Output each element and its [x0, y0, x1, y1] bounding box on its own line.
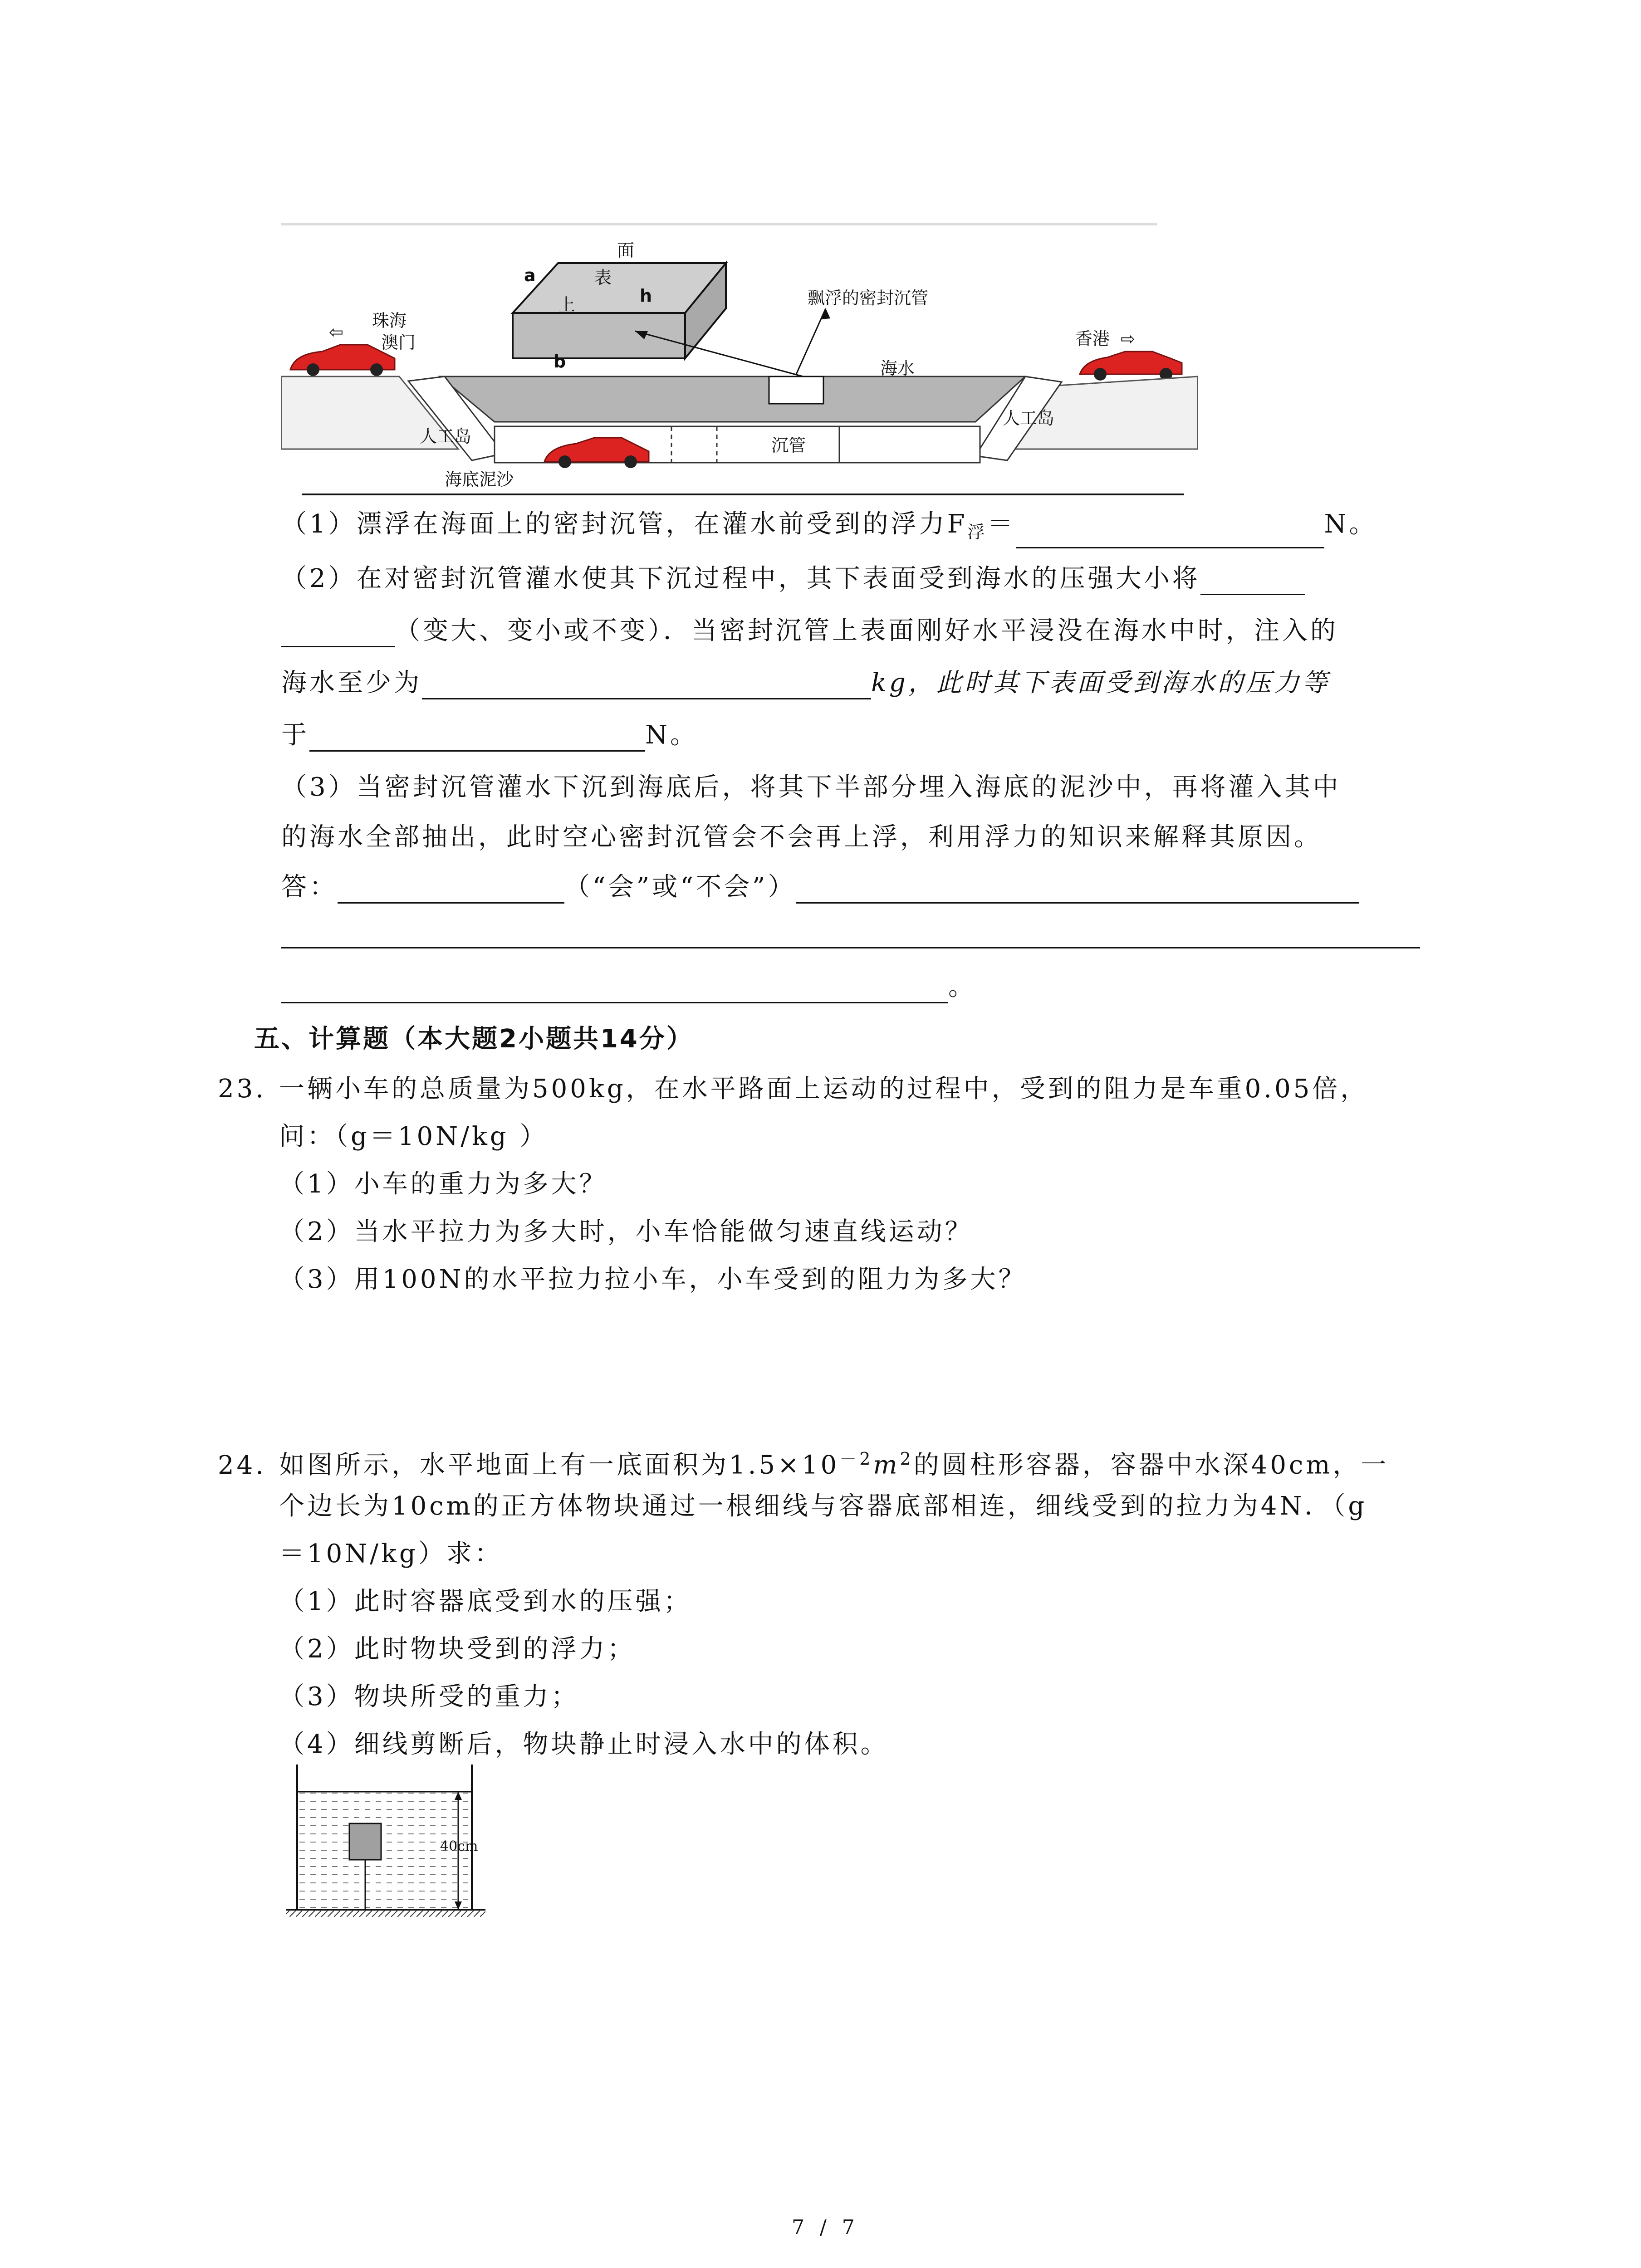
- answer-line[interactable]: [281, 947, 1420, 948]
- left-arrow-icon: ⇦: [329, 322, 343, 342]
- q22-part3-last: 。: [281, 971, 976, 1003]
- label-island-left: 人工岛: [420, 426, 472, 446]
- q24-line3: ＝10N/kg）求：: [279, 1539, 503, 1569]
- label-hongkong: 香港: [1075, 329, 1110, 349]
- q22-part2-line2: （变大、变小或不变）．当密封沉管上表面刚好水平浸没在海水中时，注入的: [281, 615, 1338, 647]
- label-tube: 沉管: [771, 435, 806, 455]
- label-a: a: [524, 265, 536, 285]
- label-island-right: 人工岛: [1003, 408, 1055, 428]
- floating-tube-rect: [769, 376, 823, 404]
- q22-part1: （1）漂浮在海面上的密封沉管，在灌水前受到的浮力$F_浮= N$。: [281, 508, 1377, 548]
- answer-blank[interactable]: [1016, 521, 1324, 548]
- label-seawater: 海水: [880, 358, 915, 378]
- q24-number: 24.: [218, 1450, 267, 1480]
- q22-part2-line4: 于 N。: [281, 719, 698, 752]
- q22-part2-line1: （2）在对密封沉管灌水使其下沉过程中，其下表面受到海水的压强大小将: [281, 562, 1305, 595]
- q24-sub4: （4）细线剪断后，物块静止时浸入水中的体积。: [279, 1730, 889, 1759]
- label-shang: 上: [558, 295, 576, 315]
- q23-number: 23.: [218, 1074, 267, 1104]
- q23-sub3: （3）用100N的水平拉力拉小车，小车受到的阻力为多大？: [279, 1265, 1027, 1294]
- q24-line1: 24. 如图所示，水平地面上有一底面积为$1.5\times 10^{-2}m^2$的圆柱形容器，容器中水深40cm，一: [218, 1442, 1389, 1482]
- label-biao: 表: [594, 268, 612, 288]
- label-aomen: 澳门: [381, 332, 416, 352]
- tunnel-figure: [281, 213, 1198, 503]
- q23-line2: 问：（g＝10N/kg ）: [279, 1122, 548, 1151]
- label-seabed: 海底泥沙: [445, 469, 514, 489]
- answer-blank[interactable]: [281, 620, 395, 647]
- q24-line2: 个边长为10cm的正方体物块通过一根细线与容器底部相连，细线受到的拉力为4N．（g: [279, 1491, 1367, 1521]
- car-icon-left: [290, 345, 395, 376]
- answer-blank[interactable]: [309, 724, 645, 752]
- answer-blank[interactable]: [281, 976, 948, 1003]
- q24-sub1: （1）此时容器底受到水的压强；: [279, 1587, 692, 1616]
- q22-part3-answer: 答： （“会”或“不会”）: [281, 871, 1359, 904]
- q22-part3-line1: （3）当密封沉管灌水下沉到海底后，将其下半部分埋入海底的泥沙中，再将灌入其中: [281, 772, 1341, 802]
- q24-sub3: （3）物块所受的重力；: [279, 1682, 579, 1711]
- q22-part2-line3: 海水至少为 kg，此时其下表面受到海水的压力等: [281, 667, 1330, 699]
- tube-block-diagram: [513, 263, 726, 358]
- label-mian: 面: [617, 240, 635, 260]
- answer-blank[interactable]: [422, 672, 871, 699]
- q24-sub2: （2）此时物块受到的浮力；: [279, 1634, 636, 1664]
- car-icon-right: [1080, 352, 1182, 381]
- label-floating-tube: 飘浮的密封沉管: [808, 288, 929, 308]
- q23-line1: 23. 一辆小车的总质量为500kg，在水平路面上运动的过程中，受到的阻力是车重0.05倍，: [218, 1073, 1368, 1105]
- section-heading: 五、计算题（本大题2小题共14分）: [254, 1024, 694, 1054]
- cube-block: [349, 1823, 381, 1860]
- q22-part3-line2: 的海水全部抽出，此时空心密封沉管会不会再上浮，利用浮力的知识来解释其原因。: [281, 822, 1322, 852]
- right-arrow-icon: ⇨: [1121, 329, 1135, 349]
- depth-label: 40cm: [440, 1838, 478, 1854]
- q23-sub2: （2）当水平拉力为多大时，小车恰能做匀速直线运动？: [279, 1217, 973, 1246]
- q23-sub1: （1）小车的重力为多大？: [279, 1169, 607, 1199]
- answer-blank[interactable]: [1200, 567, 1305, 595]
- answer-blank[interactable]: [338, 876, 564, 904]
- page-number: 7 / 7: [792, 2216, 859, 2239]
- label-zhuhai: 珠海: [372, 311, 407, 331]
- label-b: b: [554, 352, 566, 371]
- label-h: h: [640, 286, 652, 306]
- answer-blank[interactable]: [796, 876, 1359, 904]
- container-figure: [277, 1765, 531, 1928]
